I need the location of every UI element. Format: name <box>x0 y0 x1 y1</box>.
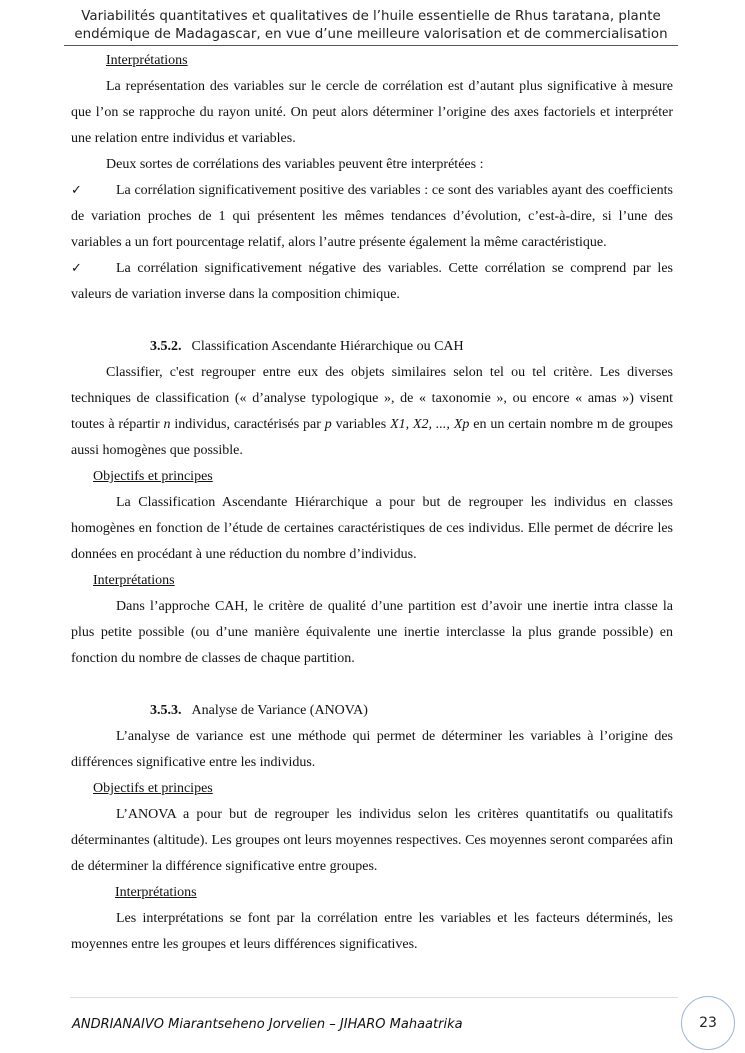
page-number: 23 <box>681 996 735 1050</box>
interpretations-label: Interprétations <box>93 573 175 588</box>
paragraph-cah-interpretations: Dans l’approche CAH, le critère de qualité d’une partition est d’avoir une inertie intra classe la plus petite possible (ou d’une manière équivalente une inertie interclasse la plus grande possible) en fonction du nombre de classes de chaque partition. <box>71 599 673 666</box>
footer-divider <box>70 997 678 998</box>
section-heading-cah <box>71 334 673 360</box>
page-body <box>71 48 673 958</box>
footer-authors: ANDRIANAIVO Miarantseheno Jorvelien – JIHARO Mahaatrika <box>72 1017 463 1032</box>
spacer <box>71 308 673 334</box>
section-title: Classification Ascendante Hiérarchique ou CAH <box>191 339 464 354</box>
paragraph-cah-objectives: La Classification Ascendante Hiérarchique a pour but de regrouper les individus en classes homogènes en fonction de l’étude de certaines caractéristiques de ces individus. Elle permet de décrire les données en procédant à une réduction du nombre d’individus. <box>71 495 673 562</box>
checkmark-icon: ✓ <box>71 183 82 198</box>
paragraph-cah-intro: Classifier, c'est regrouper entre eux des objets similaires selon tel ou tel critère. Les diverses techniques de classification (« d’analyse typologique », de « taxonomie », ou encore « amas ») visent toutes à répartir n individus, caractérisés par p variables X1, X2, ..., Xp en un certain nombre m de groupes aussi homogènes que possible. <box>71 365 674 458</box>
interpretations-label: Interprétations <box>115 885 197 900</box>
paragraph-anova-intro: L’analyse de variance est une méthode qui permet de déterminer les variables à l’origine des différences significative entre les individus. <box>71 729 673 770</box>
section-number: 3.5.3. <box>150 703 182 718</box>
objectives-label: Objectifs et principes <box>93 781 213 796</box>
running-header <box>64 8 678 46</box>
section-number: 3.5.2. <box>150 339 182 354</box>
section-title: Analyse de Variance (ANOVA) <box>191 703 368 718</box>
section-heading-anova <box>71 698 673 724</box>
checkmark-icon: ✓ <box>71 261 82 276</box>
paragraph-anova-objectives: L’ANOVA a pour but de regrouper les individus selon les critères quantitatifs ou qualitatifs déterminantes (altitude). Les groupes ont leurs moyennes respectives. Ces moyennes seront comparées afin de déterminer la différence significative entre groupes. <box>71 807 673 874</box>
header-line-2: endémique de Madagascar, en vue d’une meilleure valorisation et de commercialisation <box>74 27 668 42</box>
bullet-positive-text: La corrélation significativement positive des variables : ce sont des variables ayant des coefficients de variation proches de 1 qui présentent les mêmes tendances d’évolution, c’est-à-dire, si l’une des variables a un fort pourcentage relatif, alors l’autre présente également la même caractéristique. <box>71 183 673 250</box>
bullet-positive-correlation <box>71 178 673 256</box>
interpretations-label: Interprétations <box>106 53 188 68</box>
bullet-negative-text: La corrélation significativement négative des variables. Cette corrélation se comprend par les valeurs de variation inverse dans la composition chimique. <box>71 261 673 302</box>
paragraph-correlation-types: Deux sortes de corrélations des variables peuvent être interprétées : <box>106 157 484 172</box>
header-line-1: Variabilités quantitatives et qualitatives de l’huile essentielle de Rhus taratana, plante <box>81 9 661 24</box>
objectives-label: Objectifs et principes <box>93 469 213 484</box>
spacer <box>71 672 673 698</box>
paragraph-correlation-circle: La représentation des variables sur le cercle de corrélation est d’autant plus significative à mesure que l’on se rapproche du rayon unité. On peut alors déterminer l’origine des axes factoriels et interpréter une relation entre individus et variables. <box>71 79 673 146</box>
bullet-negative-correlation <box>71 256 673 308</box>
paragraph-anova-interpretations: Les interprétations se font par la corrélation entre les variables et les facteurs déterminés, les moyennes entre les groupes et leurs différences significatives. <box>71 911 673 952</box>
